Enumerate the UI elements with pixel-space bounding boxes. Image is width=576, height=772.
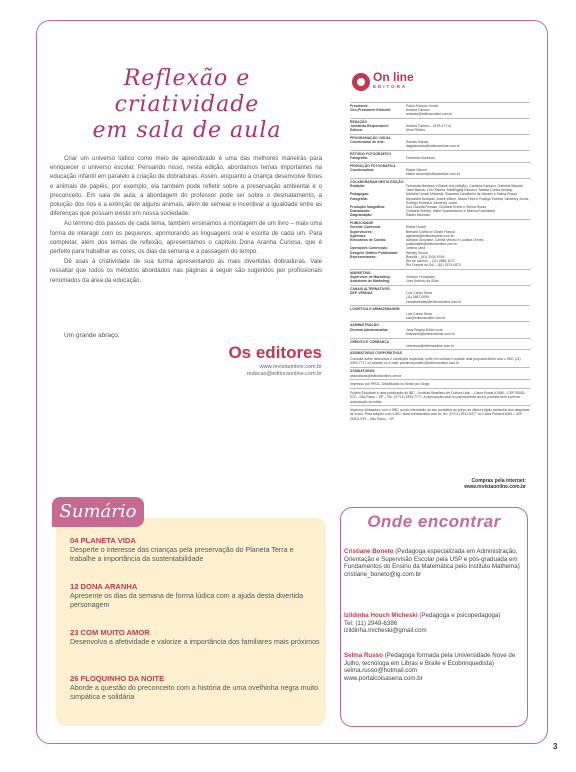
site-link[interactable]: www.revistaonline.com.br [259,364,322,370]
credits-text: assinaturas@editoraonline.com.br [350,373,402,378]
credits-value: José Antônio da Silva [406,279,439,284]
contact-phone: Tel: (11) 2949-6386 [344,619,398,627]
credits-section [350,349,530,365]
credits-section-heading: ASSINATURAS CORPORATIVAS [350,351,402,356]
credits-label [350,144,406,148]
onde-encontrar-title: Onde encontrar [367,512,501,531]
credits-row [350,128,530,132]
credits-column [350,100,530,421]
credits-value: Brasília – (61) 3034-9764 [406,254,445,259]
credits-value: Rio Grande do Sul – (51) 3374-0873 [406,263,461,268]
logo-sub: EDITORA [373,84,408,89]
credits-row [350,156,530,160]
credits-value: Luiz Carlos Sena [406,311,432,316]
credits-section [350,321,530,336]
logo-mark-icon [352,73,370,91]
title-line-1: Reflexão e criatividade [114,66,260,117]
page-number: 3 [553,742,558,751]
credits-row [350,263,530,267]
credits-row [350,172,530,176]
credits-label: Gerente Comercial: [350,225,382,230]
credits-section [350,102,530,117]
credits-label [350,316,406,320]
credits-section [350,367,530,378]
credits-row [350,344,530,348]
credits-label: Agências: [350,233,367,238]
credits-label: DEP. VENDAS [350,291,373,296]
sumario-tab [52,497,144,527]
credits-label: Diagramação: [350,213,373,218]
credits-value: Rio de Janeiro – (21) 2588-1170 [406,259,455,263]
credits-section-heading: LOGÍSTICA E ARMAZENAGEM [350,307,400,312]
contact-entry [344,652,522,682]
credits-label: Supervisores: [350,229,373,234]
credits-section-heading: MARKETING [350,270,371,275]
contact-email[interactable]: izildinha.micheski@gmail.com [344,627,427,635]
credits-label: Redação: [350,184,366,189]
credits-section [350,405,530,421]
sumario-item[interactable] [70,628,320,647]
sumario-item-desc: Desperte o interesse das crianças pela preservação do Planeta Terra e trabalhe a importância da sustentabilidade [70,546,294,564]
credits-section [350,219,530,267]
contact-name: Cristiane Boneto [344,548,394,555]
credits-section-heading: ESTÚDIO FOTOGRÁFICO [350,151,392,156]
credits-label: Dobraduras: [350,209,371,214]
sumario-item[interactable] [70,536,320,565]
credits-value: Luiz Carlos Sena [406,291,432,296]
logo-name: On line [373,70,414,84]
credits-value: vendasdiretas@editoraonline.com.br [406,299,462,304]
paragraph: Ao término dos passos de cada tema, também ensinamos a montagem de um livro – mais uma forma de interagir com os pequenos, aprimorando as linguagens oral e escrita de cada um. Para completar, além dos temas de reflexão, apresentamos o capítulo Dona Aranha Curiosa, que é perfeito para trabalhar as cores, os dias da semana e a passagem do tempo. [50,220,322,256]
compras-label: Compras pela internet: [471,478,526,484]
editorial-title [52,66,322,144]
credits-section [350,285,530,304]
sumario-item[interactable] [70,674,320,703]
credits-value: Adriana Gonzalez, Camila Veloso e Luciana Lemes [406,237,484,242]
credits-section [350,269,530,284]
credits-value: (11) 3687-0099 [406,295,429,300]
closing-text: Um grande abraço, [64,332,120,339]
contact-desc: (Pedagoga especializada em Administração, Orientação e Supervisão Escolar pela USP e pós-graduada em Fundamentos do Ensino da Matemática pelo Instituto Mathema) [344,548,520,571]
credits-section-heading: COLABORARAM NESTA EDIÇÃO [350,179,404,184]
credits-section-heading: PROGRAMAÇÃO VISUAL [350,135,392,140]
credits-value: diagramacao@editoraonline.com.br [406,144,460,149]
contact-entry [344,548,522,578]
credits-value: Fernando Indalécio [406,156,436,161]
credits-section [350,150,530,160]
credits-value: Rafael Micheski [406,213,430,218]
credits-text: Consulta sobre descontos e condições especiais, entre em contato e solicite uma proposta direto com o SBC (11) 3393-7717 ou através do e-mail: portalcorporativo@editoraonline.com.br [350,356,521,365]
credits-label: Supervisor de Marketing: [350,275,391,280]
credits-row [350,112,530,116]
contact-email[interactable]: selma.russo@hotmail.com [344,667,417,675]
credits-section [350,338,530,348]
publisher-logo [352,69,414,95]
credits-section [350,178,530,218]
credits-section-heading: PUBLICIDADE [350,221,374,226]
credits-label: Produção fotográfica: [350,205,386,210]
compras-block [440,478,526,490]
credits-value: agencias@editoraonline.com.br [406,233,454,238]
credits-label: Fotografia: [350,156,368,161]
credits-value: Elaine Houch [406,225,427,230]
credits-label [350,344,406,348]
title-line-2: em sala de aula [92,118,282,143]
credits-row [350,316,530,320]
contact-desc: (Pedagoga e psicopedagoga) [417,612,501,619]
credits-label: Presidente: [350,103,369,108]
contact-site[interactable]: www.portalcoisasena.com.br [344,674,423,682]
credits-label: Editora: [350,128,363,133]
credits-section-heading: CANAIS ALTERNATIVOS [350,287,390,292]
email-link[interactable]: redacao@editoraonline.com.br [246,371,322,377]
credits-row [350,197,530,205]
credits-text: Impresso por PROL. Distribuição no Brasil por Dinap [350,382,430,387]
credits-value: Joelma Lima [406,246,426,251]
credits-value: Paulo Roberto Houch [406,103,439,108]
credits-label: Designer Gráfico Publicidade: [350,250,399,255]
credits-label [350,300,406,304]
credits-text: Números Atrasados: com o SBC ou por intermédio do seu jornaleiro ao preço da última edição acrescido dos despesas de envio. Para adquirir com o IBC: www.revistaonline.com.br, tel.: (0**11) 3512-9477 ou Caixa Postal 61085 – CEP 05001-970 – São Paulo – SP [350,408,530,421]
credits-label: Coordenador de Arte: [350,139,385,144]
contact-email[interactable]: cristiane_boneto@ig.com.br [344,570,422,578]
credits-label [350,263,406,267]
sumario-title: Sumário [59,501,137,522]
credits-value: Andrea Calmon [406,107,430,112]
contact-name: Selma Russo [344,652,383,659]
credits-label: Diretora Administrativa: [350,327,389,332]
paragraph: Dê asas à criatividade de sua turma apresentando as mais divertidas dobraduras. Vale ressaltar que todos os métodos abordados nas páginas a seguir são sugeridos por profissionais renomados da área da educação. [50,258,322,284]
credits-label: Operações Comerciais: [350,246,388,251]
paragraph: Criar um universo lúdico como meio de aprendizado é uma das melhores maneiras para enriquecer o universo escolar. Pensando nisso, nesta edição, abordamos temas importantes na educação infantil em paralelo à criação de dobraduras. Assim, enquanto a criança desenvolve flores e animais de papéis, por exemplo, ela também pode refletir sobre a preservação ambiental e o preconceito. Em sala de aula, a abordagem do professor pode ser sobre o desmatamento, a poluição dos rios e a extinção de alguns animais, além de semear e incentivar a igualdade entre as diferenças que possam existir em nossa sociedade. [50,155,322,218]
credits-value: Andrea Calmon – MTB 47714 [406,123,451,128]
sumario-item-heading: 23 COM MUITO AMOR [70,628,150,637]
contact-name: Izildinha Houch Micheski [344,612,418,619]
credits-value: Aline Ribeiro [406,128,426,133]
credits-section-heading: ASSINATURAS: [350,368,376,373]
sumario-item-heading: 04 PLANETA VIDA [70,536,136,545]
sumario-item[interactable] [70,582,320,611]
sumario-item-heading: 12 DONA ARANHA [70,582,138,591]
credits-label: Jornalista Responsável: [350,123,390,128]
sumario-item-desc: Desenvolva a afetividade e valorize a importância dos familiares mais próximos [70,638,320,646]
credits-label: Pedagogas: [350,192,370,197]
credits-value: Alexandre Andrade, André Wilner, Diana Feira e Rodrigo Estrela, Vanderzy Junior, Rodrigo Estrela e Vanderzy Junior [406,196,530,205]
credits-label [350,332,406,336]
credits-value: financeiro@editoraonline.com.br [406,331,455,336]
credits-value: publicidade@editoraonline.com.br [406,242,458,247]
credits-value: cobranca@editoraonline.com.br [406,343,455,348]
sumario-item-desc: Apresente os dias da semana de forma lúdica com a ajuda desta divertida personagem [70,592,304,610]
compras-url[interactable]: www.revistaonline.com.br [464,484,526,490]
credits-value: Vinícius Fernandes [406,275,435,280]
credits-section-heading: CRÉDITO E COBRANÇA [350,339,390,344]
credits-value: Renato Marcal [406,139,429,144]
sumario-item-desc: Aborde a questão do preconceito com a história de uma ovelhinha negra muito simpática e solidária [70,684,319,702]
credits-section [350,134,530,149]
credits-value: Izildinha Houch Micheski, Roseana Cavalheiro de Moraes e Selma Russo [406,192,517,197]
credits-section [350,388,530,404]
credits-value: Elaine Simoni [406,167,427,172]
signature: Os editores [228,343,322,362]
credits-value: Bernard Coelho e Gisele França [406,229,455,234]
credits-value: Fernanda Montano e Elaine reis (edição), Carolina Cardoso, Gabriela Mancini, Jaine Bancio, Lilo Oliveira, Marilingela Fausto e Tatiane Cortez (textos) [406,184,524,193]
credits-label [350,112,406,116]
credits-row [350,279,530,283]
credits-label: Executivos de Contas: [350,237,387,242]
credits-value: sac@editoraonline.com.br [406,315,446,320]
credits-value: Wesley Souza [406,250,428,255]
credits-value: elaine.simoni@editoraonline.com.br [406,172,460,177]
credits-value: Cristiane Boneto, Ildete Scarlambunio e Mônica Fuchsluber [406,209,496,214]
credits-row [350,144,530,148]
credits-label [350,172,406,176]
credits-row [350,184,530,192]
credits-text: Projeto Escolarte é uma publicação do IBC – Instituto Brasileiro de Cultura Ltda. – Caixa Postal 61085 – CEP 05001-970 – São Paulo – SP – Tel.: (0**11) 3393-7777. A reprodução total ou parcial desta obra é proibida sem a prévia autorização do editor. [350,391,526,404]
credits-section-heading: PRODUÇÃO FOTOGRÁFICA [350,163,396,168]
credits-label: Fotografia: [350,196,368,201]
credits-value: redacao@editoraonline.com.br [406,111,453,116]
credits-label: Coordenadora: [350,167,375,172]
credits-section [350,305,530,320]
credits-value: Ana Claudia Romaio, Cristiane Bruno e Selma Russo [406,205,487,210]
credits-row [350,213,530,217]
credits-section [350,162,530,177]
credits-row [350,300,530,304]
editorial-body [50,154,322,286]
sumario-item-heading: 26 FLOQUINHO DA NOITE [70,674,165,683]
credits-label: Representantes: [350,254,377,259]
credits-section [350,118,530,133]
credits-section [350,379,530,386]
credits-section-heading: ADMINISTRAÇÃO [350,323,379,328]
contact-desc: (Pedagoga formada pela Universidade Nove de Julho, tecnóloga em Libras e Braile e Ecobrinquedista) [344,652,516,667]
credits-label: Assistente de Marketing: [350,279,391,284]
credits-section-heading: REDAÇÃO [350,119,368,124]
credits-row [350,332,530,336]
credits-value: Jany Regina Della Lucia [406,327,443,332]
editorial-contact [200,364,322,378]
credits-label: Vice-Presidente Editorial: [350,107,392,112]
contact-entry [344,612,522,635]
